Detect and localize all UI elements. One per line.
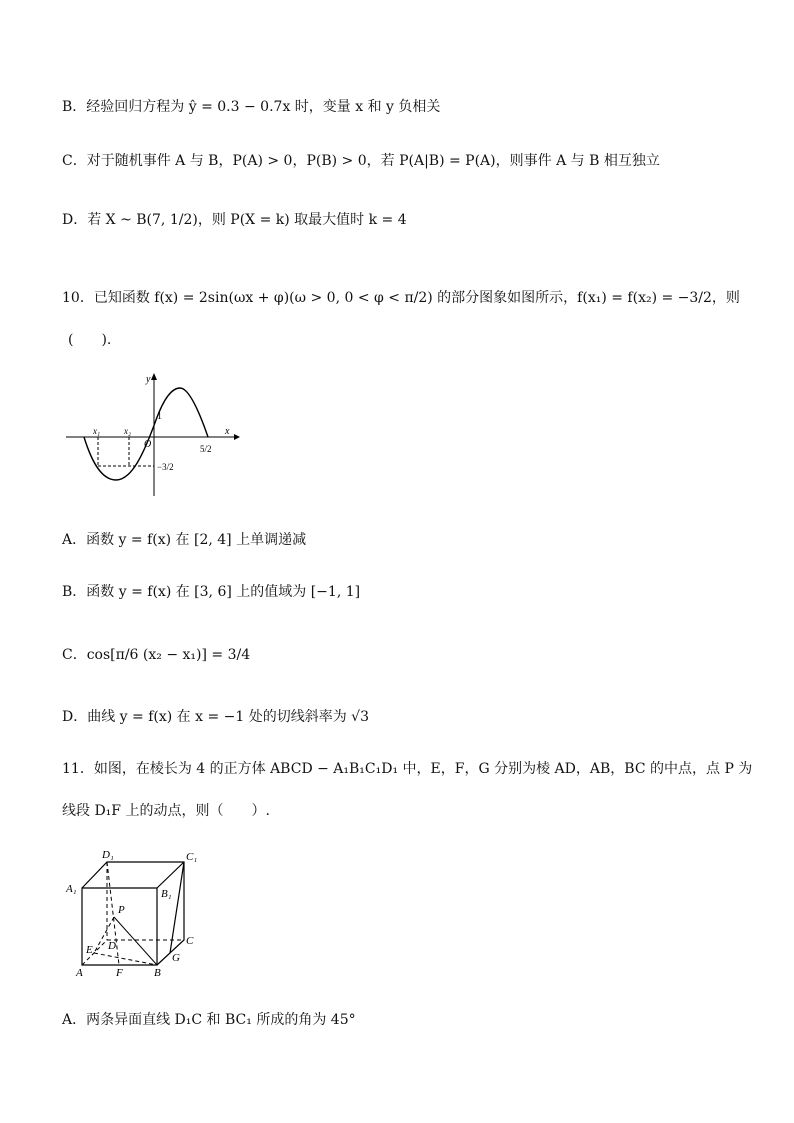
q9-option-c: C．对于随机事件 A 与 B，P(A) > 0，P(B) > 0，若 P(A|B) = P(A)，则事件 A 与 B 相互独立 xyxy=(62,153,660,169)
q10-option-a: A．函数 y = f(x) 在 [2, 4] 上单调递减 xyxy=(62,532,307,548)
label-a: A xyxy=(76,967,83,979)
cube-edge-b1c1 xyxy=(157,862,184,888)
y-level-label: −3/2 xyxy=(157,462,174,472)
y-tick-1: 1 xyxy=(157,411,162,422)
x-tick-5-2: 5/2 xyxy=(200,444,212,454)
label-d1: D₁ xyxy=(102,849,114,861)
y-axis-arrow xyxy=(151,373,157,380)
q10-stem: 10．已知函数 f(x) = 2sin(ωx + φ)(ω > 0, 0 < φ < π/2) 的部分图象如图所示，f(x₁) = f(x₂) = −3/2，则 xyxy=(62,290,740,306)
x-axis-label: x xyxy=(225,426,230,437)
label-d: D xyxy=(108,940,116,952)
label-b: B xyxy=(154,967,161,979)
q9-option-b: B．经验回归方程为 ŷ = 0.3 − 0.7x 时，变量 x 和 y 负相关 xyxy=(62,99,441,115)
q10-option-c: C．cos[π/6 (x₂ − x₁)] = 3/4 xyxy=(62,647,251,663)
label-b1: B₁ xyxy=(161,888,172,900)
label-g: G xyxy=(172,952,180,964)
y-axis-label: y xyxy=(146,374,151,385)
q9-option-d: D．若 X ~ B(7, 1/2)，则 P(X = k) 取最大值时 k = 4 xyxy=(62,212,407,228)
label-a1: A₁ xyxy=(66,883,77,895)
q10-option-b: B．函数 y = f(x) 在 [3, 6] 上的值域为 [−1, 1] xyxy=(62,584,361,600)
segment-pb xyxy=(114,917,157,965)
x-axis-arrow xyxy=(234,434,240,440)
q10-paren: ( ). xyxy=(68,332,112,348)
label-e: E xyxy=(86,944,93,956)
label-f: F xyxy=(116,967,123,979)
origin-label: O xyxy=(144,439,152,450)
sine-graph-figure xyxy=(62,368,242,500)
label-c: C xyxy=(186,935,194,947)
cube-figure xyxy=(62,845,212,980)
segment-gc1 xyxy=(170,862,184,953)
q10-option-d: D．曲线 y = f(x) 在 x = −1 处的切线斜率为 √3 xyxy=(62,709,370,725)
x2-label: x₂ xyxy=(124,426,132,436)
q11-stem-line2: 线段 D₁F 上的动点，则（ ）. xyxy=(62,803,270,819)
label-p: P xyxy=(118,904,125,916)
q11-option-a: A．两条异面直线 D₁C 和 BC₁ 所成的角为 45° xyxy=(62,1012,356,1028)
x1-label: x₁ xyxy=(93,426,101,436)
label-c1: C₁ xyxy=(186,851,198,863)
q11-stem-line1: 11．如图，在棱长为 4 的正方体 ABCD − A₁B₁C₁D₁ 中，E，F，G 分别为棱 AD，AB，BC 的中点，点 P 为 xyxy=(62,761,753,777)
